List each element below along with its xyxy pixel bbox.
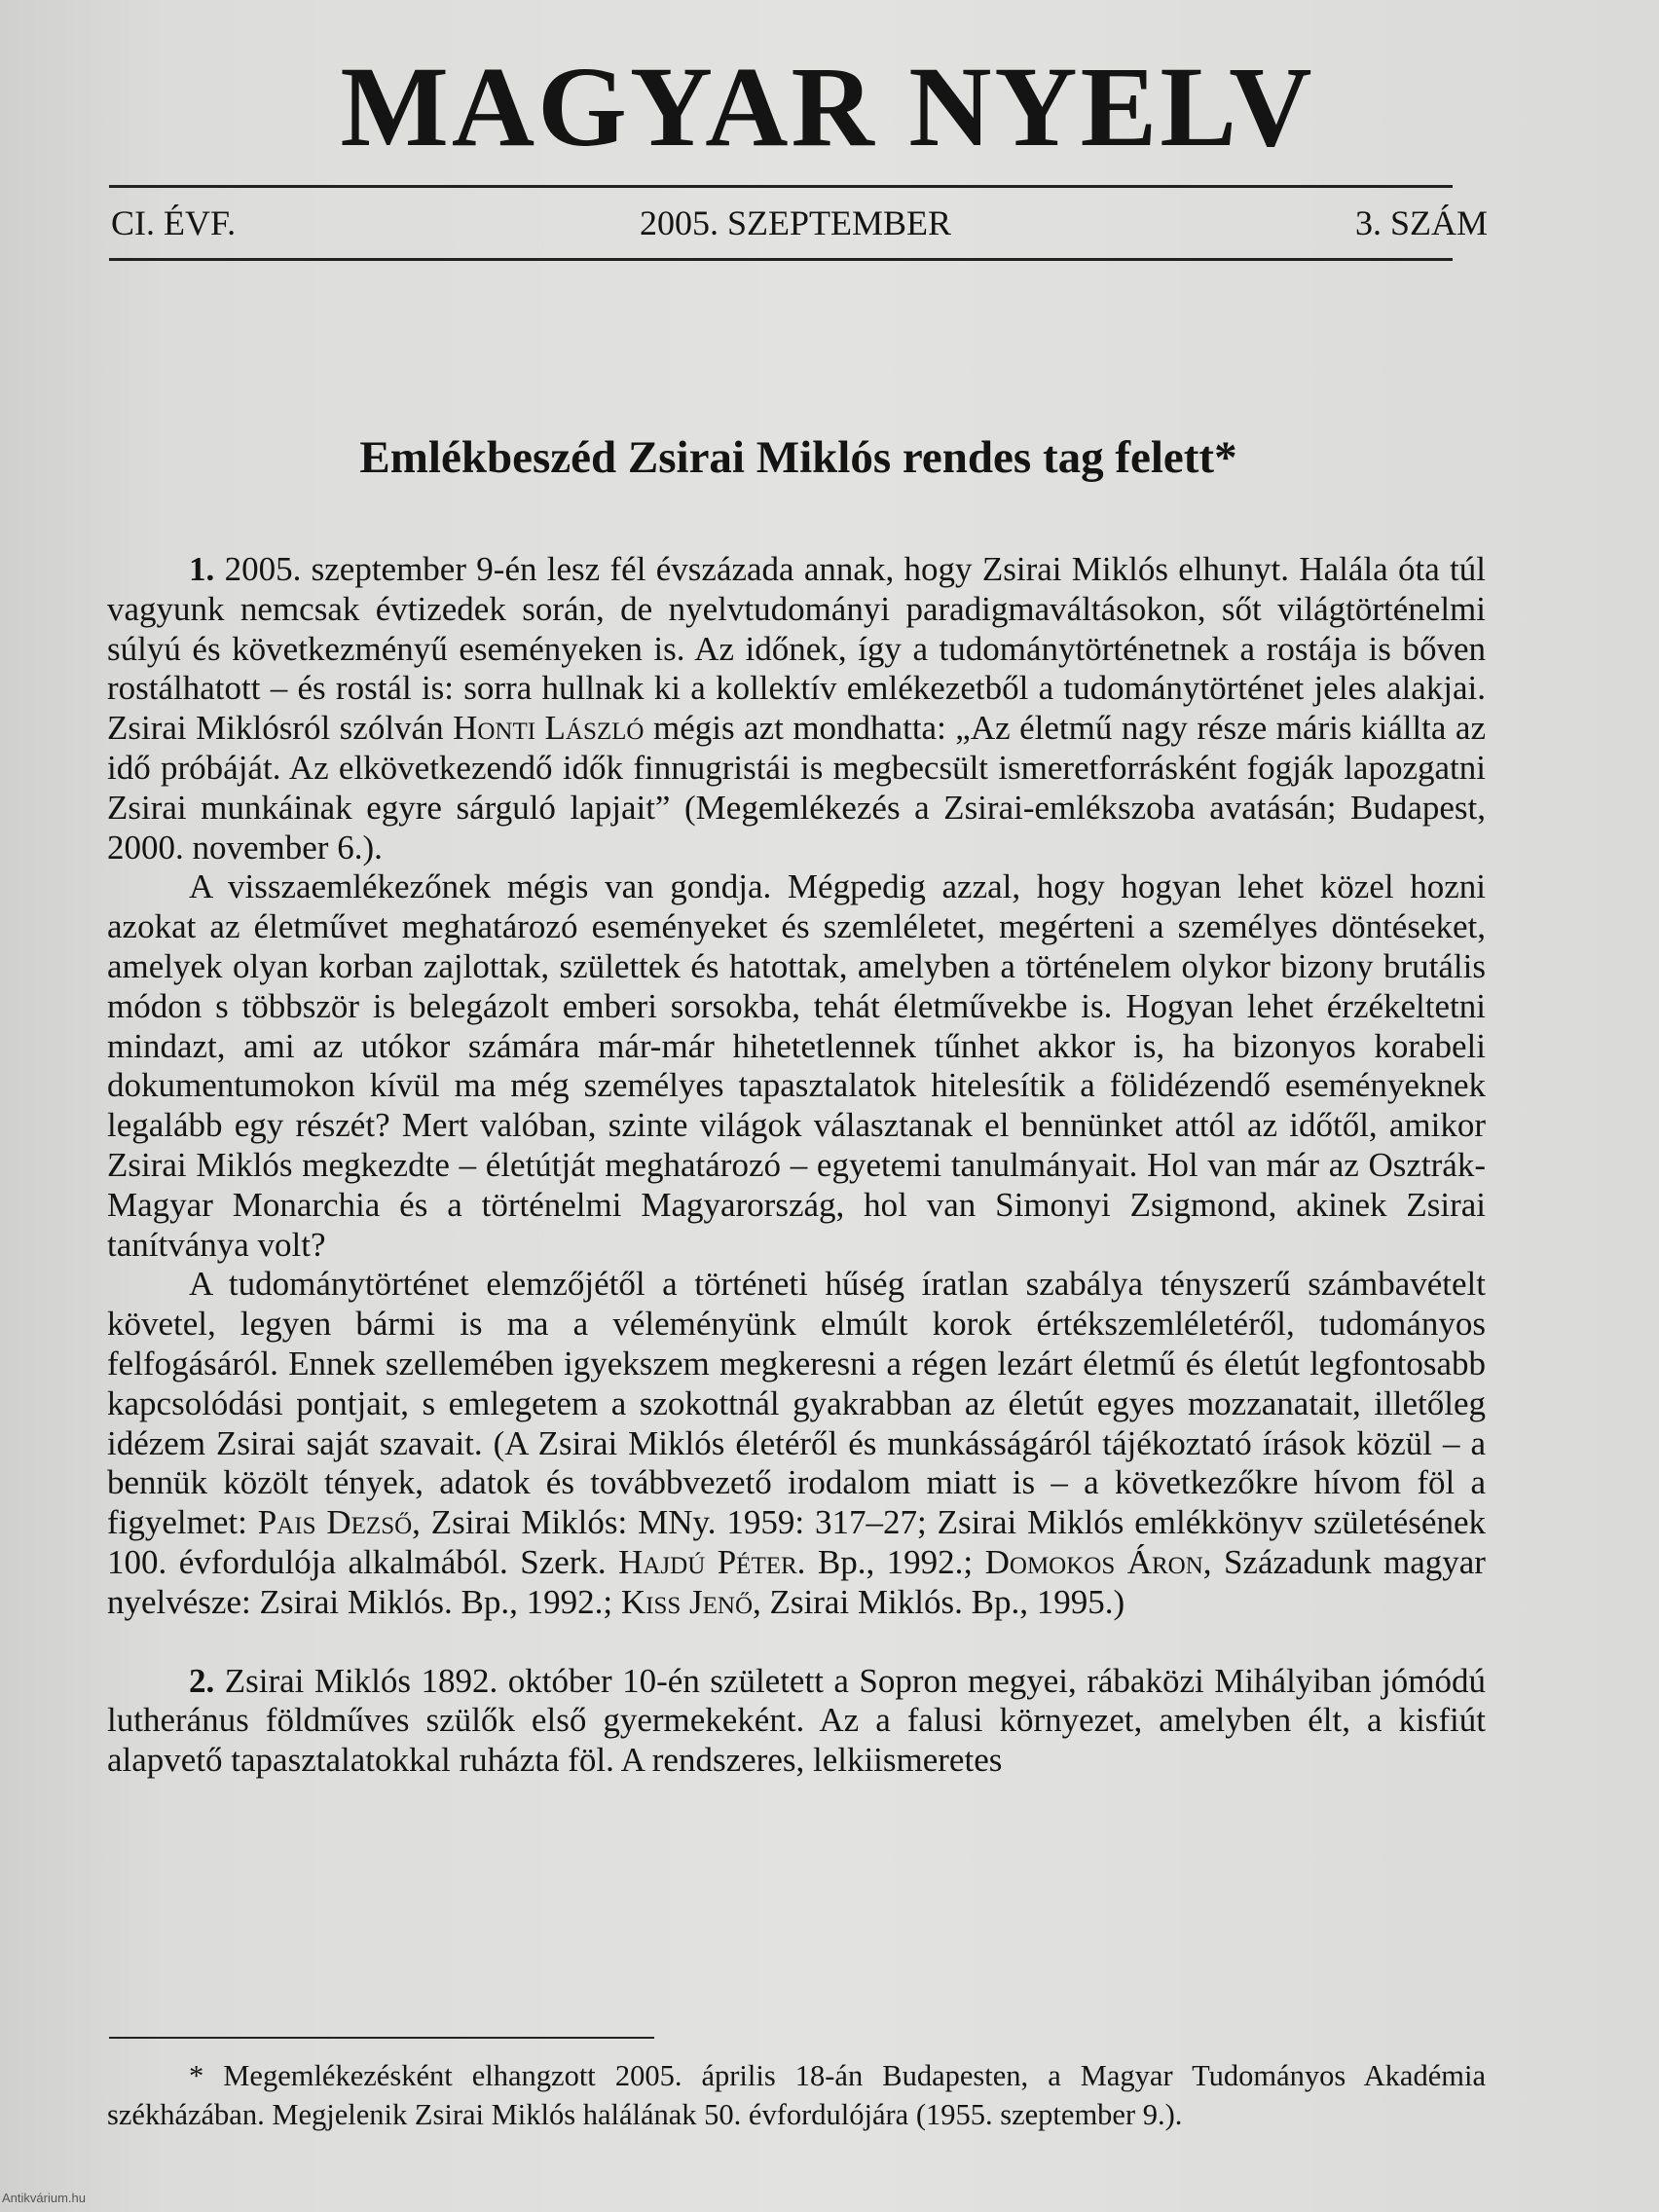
volume-label: CI. ÉVF. [111,203,237,242]
author-name: Honti László [453,709,645,748]
header-top-rule [109,185,1453,188]
author-name: Domokos Áron [984,1542,1203,1581]
issue-number: 3. SZÁM [1354,203,1488,242]
section-number: 2. [189,1661,215,1700]
issue-date: 2005. SZEPTEMBER [640,203,952,242]
header-bottom-rule [109,258,1453,261]
paragraph: A visszaemlékezőnek mégis van gondja. Mégpedig azzal, hogy hogyan lehet közel hozni azokat az életművet meghatározó eseményeket és szemléletet, megérteni a személyes döntéseket, amelyek olyan korban zajlottak, születtek és hatottak, amelyben a történelem olykor bizony brutális módon s többször is belegázolt emberi sorsokba, tehát életművekbe is. Hogyan lehet érzékeltetni mindazt, ami az utókor számára már-már hihetetlennek tűnhet akkor is, ha bizonyos korabeli dokumentumokon kívül ma még személyes tapasztalatok hitelesítik a fölidézendő eseményeknek legalább egy részét? Mert valóban, szinte világok választanak el bennünket attól az időtől, amikor Zsirai Miklós megkezdte – életútját meghatározó – egyetemi tanulmányait. Hol van már az Osztrák-Magyar Monarchia és a történelmi Magyarország, hol van Simonyi Zsigmond, akinek Zsirai tanítványa volt? [107,867,1486,1264]
footnote: * Megemlékezésként elhangzott 2005. április 18-án Budapesten, a Magyar Tudományos Akadémia székházában. Megjelenik Zsirai Miklós halálának 50. évfordulójára (1955. szeptember 9.). [107,2059,1486,2131]
paragraph: A tudománytörténet elemzőjétől a történeti hűség íratlan szabálya tényszerű számbavételt követel, legyen bármi is ma a véleményünk elmúlt korok értékszemléletéről, tudományos felfogásáról. Ennek szellemében igyekszem megkeresni a régen lezárt életmű és életút legfontosabb kapcsolódási pontjait, s emlegetem a szokottnál gyakrabban az életút egyes mozzanatait, illetőleg idézem Zsirai saját szavait. (A Zsirai Miklós életéről és munkásságáról tájékoztató írások közül – a bennük közölt tények, adatok és továbbvezető irodalom miatt is – a következőkre hívom föl a figyelmet: Pais Dezső, Zsirai Miklós: MNy. 1959: 317–27; Zsirai Miklós emlékkönyv születésének 100. évfordulója alkalmából. Szerk. Hajdú Péter. Bp., 1992.; Domokos Áron, Századunk magyar nyelvésze: Zsirai Miklós. Bp., 1992.; Kiss Jenő, Zsirai Miklós. Bp., 1995.) [107,1265,1486,1621]
issue-line [111,201,1488,245]
author-name: Hajdú Péter [618,1542,797,1581]
section-number: 1. [189,550,215,588]
article-title: Emlékbeszéd Zsirai Miklós rendes tag felett* [359,432,1237,483]
article-body [107,550,1486,1781]
author-name: Kiss Jenő [620,1582,754,1621]
journal-title: MAGYAR NYELV [340,43,1315,170]
paragraph: 2. Zsirai Miklós 1892. október 10-én született a Sopron megyei, rábaközi Mihályiban jómódú lutheránus földműves szülők első gyermekeként. Az a falusi környezet, amelyben élt, a kisfiút alapvető tapasztalatokkal ruházta föl. A rendszeres, lelkiismeretes [107,1661,1486,1780]
paragraph: 1. 2005. szeptember 9-én lesz fél évszázada annak, hogy Zsirai Miklós elhunyt. Halála óta túl vagyunk nemcsak évtizedek során, de nyelvtudományi paradigmaváltásokon, sőt világtörténelmi súlyú és következményű eseményeken is. Az időnek, így a tudománytörténetnek a rostája is bőven rostálhatott – és rostál is: sorra hullnak ki a kollektív emlékezetből a tudománytörténet jeles alakjai. Zsirai Miklósról szólván Honti László mégis azt mondhatta: „Az életmű nagy része máris kiállta az idő próbáját. Az elkövetkezendő idők finnugristái is megbecsült ismeretforrásként fogják lapozgatni Zsirai munkáinak egyre sárguló lapjait” (Megemlékezés a Zsirai-emlékszoba avatásán; Budapest, 2000. november 6.). [107,550,1486,866]
watermark: Antikvárium.hu [2,2191,86,2205]
author-name: Pais Dezső [257,1503,413,1542]
footnote-rule [109,2037,654,2039]
